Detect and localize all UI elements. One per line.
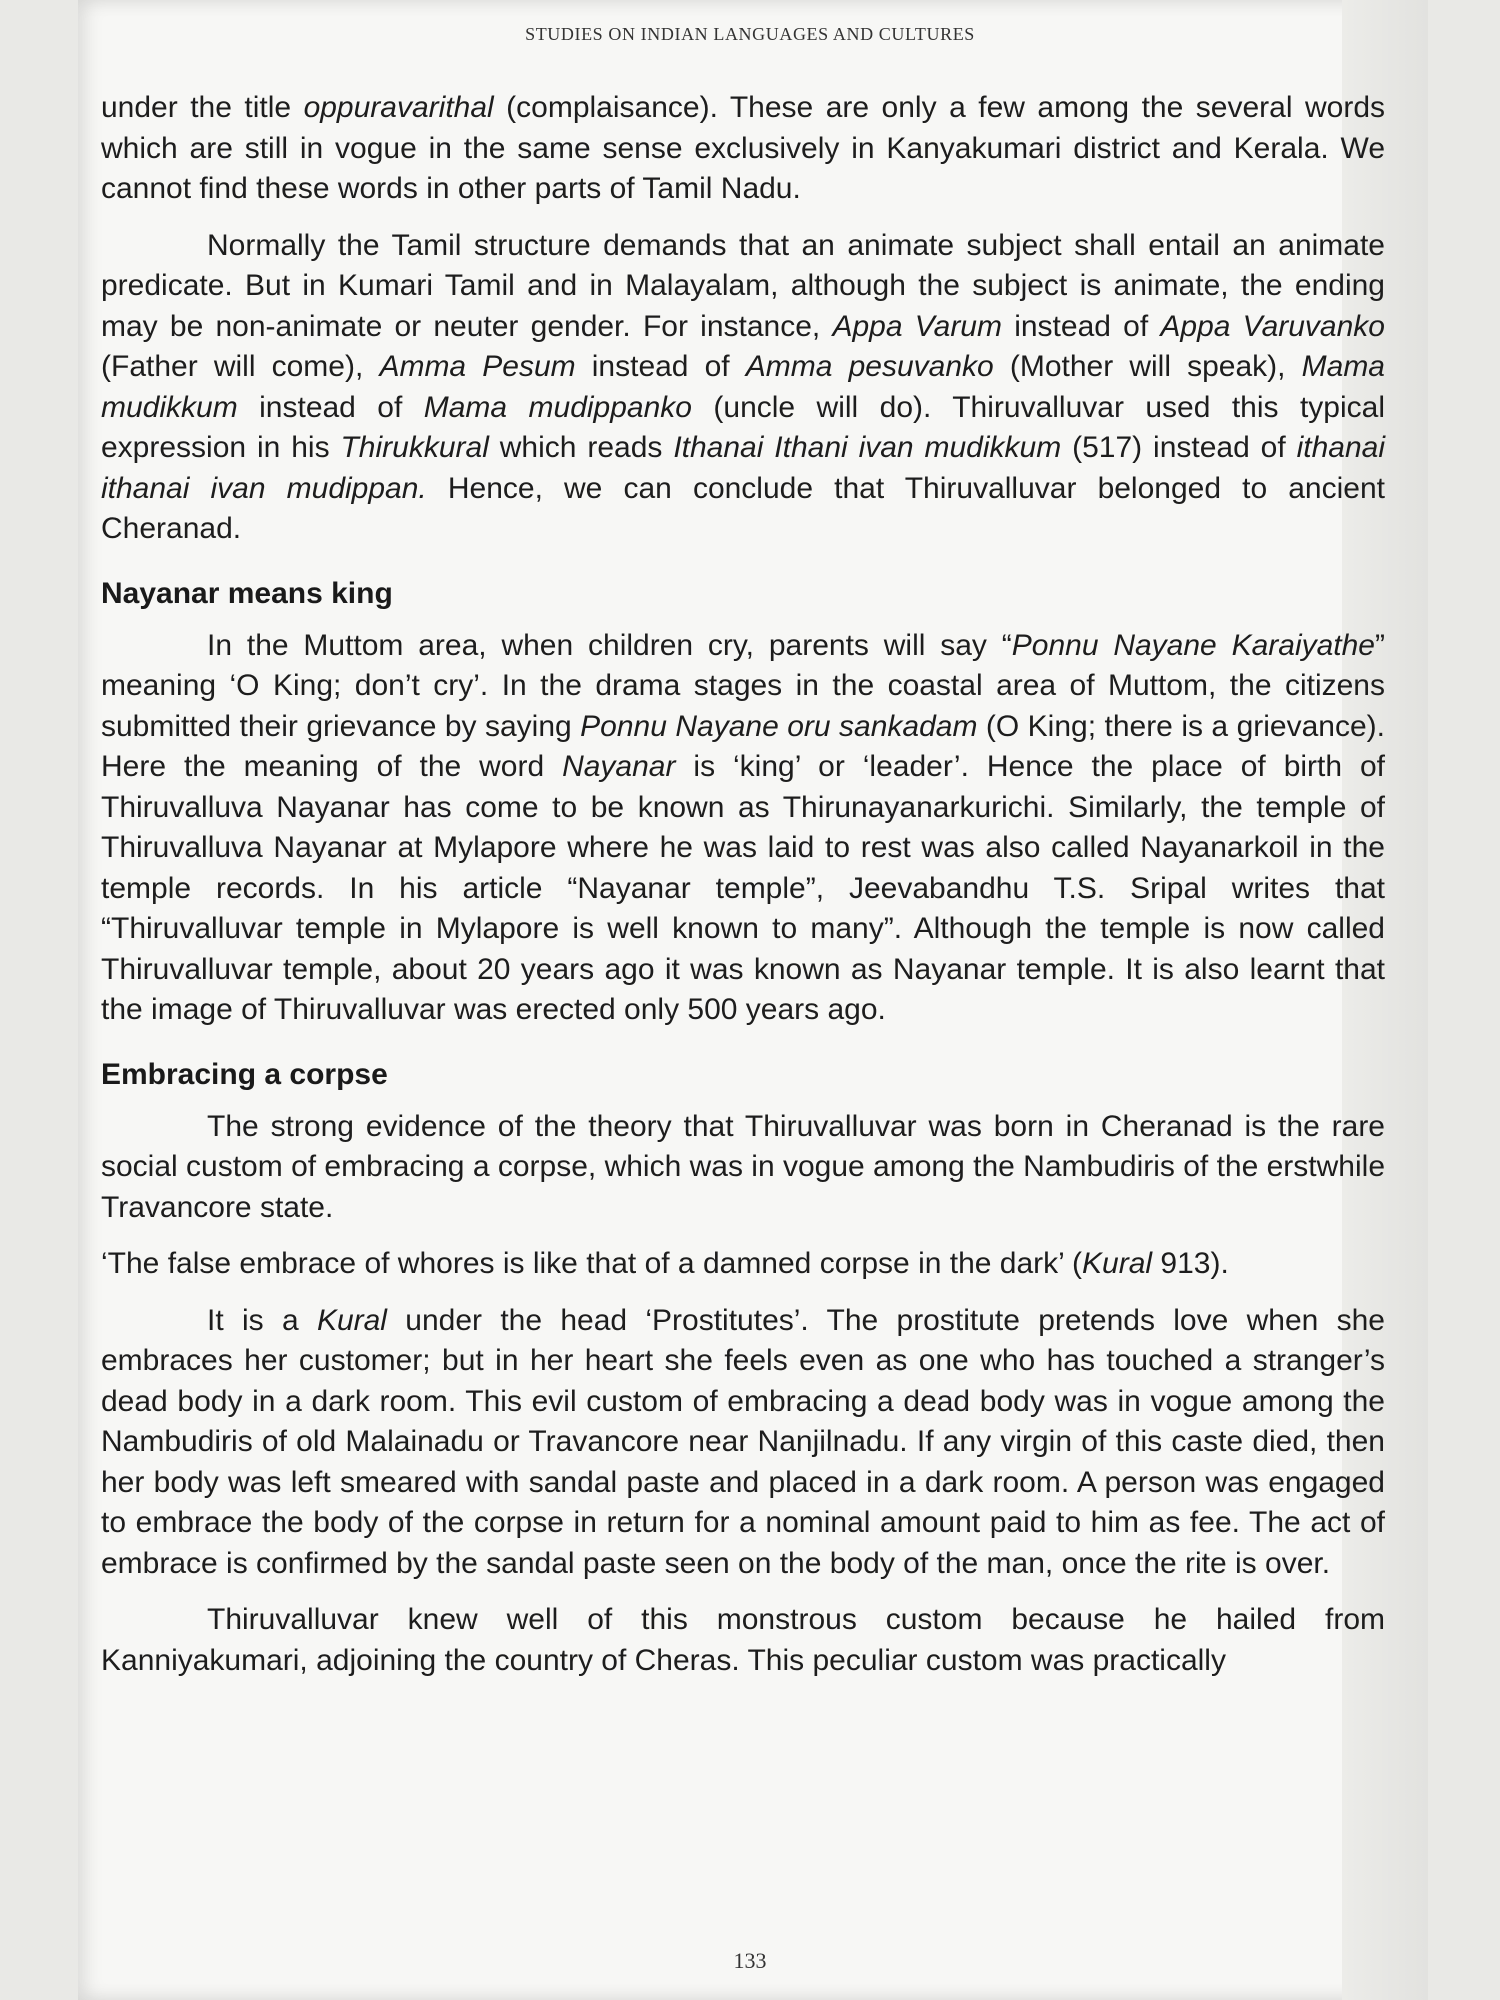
section-heading: Nayanar means king: [101, 576, 393, 610]
running-header: STUDIES ON INDIAN LANGUAGES AND CULTURES: [525, 24, 975, 44]
paragraph: The strong evidence of the theory that Thiruvalluvar was born in Cheranad is the rare social custom of embracing a corpse, which was in vogue among the Nambudiris of the erstwhile Travancore state.: [101, 1109, 1385, 1224]
paragraph: In the Muttom area, when children cry, parents will say “Ponnu Nayane Karaiyathe” meaning ‘O King; don’t cry’. In the drama stages in the coastal area of Muttom, the citizens submitted their grievance by saying Ponnu Nayane oru sankadam (O King; there is a grievance). Here the meaning of the word Nayanar is ‘king’ or ‘leader’. Hence the place of birth of Thiruvalluva Nayanar has come to be known as Thirunayanarkurichi. Similarly, the temple of Thiruvalluva Nayanar at Mylapore where he was laid to rest was also called Nayanarkoil in the temple records. In his article “Nayanar temple”, Jeevabandhu T.S. Sripal writes that “Thiruvalluvar temple in Mylapore is well known to many”. Although the temple is now called Thiruvalluvar temple, about 20 years ago it was known as Nayanar temple. It is also learnt that the image of Thiruvalluvar was erected only 500 years ago.: [101, 628, 1385, 1026]
body-text: [101, 88, 1385, 1681]
paragraph: Thiruvalluvar knew well of this monstrous custom because he hailed from Kanniyakumari, adjoining the country of Cheras. This peculiar custom was practically: [101, 1603, 1385, 1677]
paragraph: ‘The false embrace of whores is like that of a damned corpse in the dark’ (Kural 913).: [101, 1247, 1229, 1280]
paragraph: under the title oppuravarithal (complaisance). These are only a few among the several words which are still in vogue in the same sense exclusively in Kanyakumari district and Kerala. We cannot find these words in other parts of Tamil Nadu.: [101, 91, 1386, 205]
paragraph: It is a Kural under the head ‘Prostitutes’. The prostitute pretends love when she embraces her customer; but in her heart she feels even as one who has touched a stranger’s dead body in a dark room. This evil custom of embracing a dead body was in vogue among the Nambudiris of old Malainadu or Travancore near Nanjilnadu. If any virgin of this caste died, then her body was left smeared with sandal paste and placed in a dark room. A person was engaged to embrace the body of the corpse in return for a nominal amount paid to him as fee. The act of embrace is confirmed by the sandal paste seen on the body of the man, once the rite is over.: [101, 1303, 1385, 1580]
paragraph: Normally the Tamil structure demands that an animate subject shall entail an animate predicate. But in Kumari Tamil and in Malayalam, although the subject is animate, the ending may be non-animate or neuter gender. For instance, Appa Varum instead of Appa Varuvanko (Father will come), Amma Pesum instead of Amma pesuvanko (Mother will speak), Mama mudikkum instead of Mama mudippanko (uncle will do). Thiruvalluvar used this typical expression in his Thirukkural which reads Ithanai Ithani ivan mudikkum (517) instead of ithanai ithanai ivan mudippan. Hence, we can conclude that Thiruvalluvar belonged to ancient Cheranad.: [101, 228, 1386, 545]
page-number: 133: [733, 1948, 767, 1973]
section-heading: Embracing a corpse: [101, 1057, 388, 1091]
